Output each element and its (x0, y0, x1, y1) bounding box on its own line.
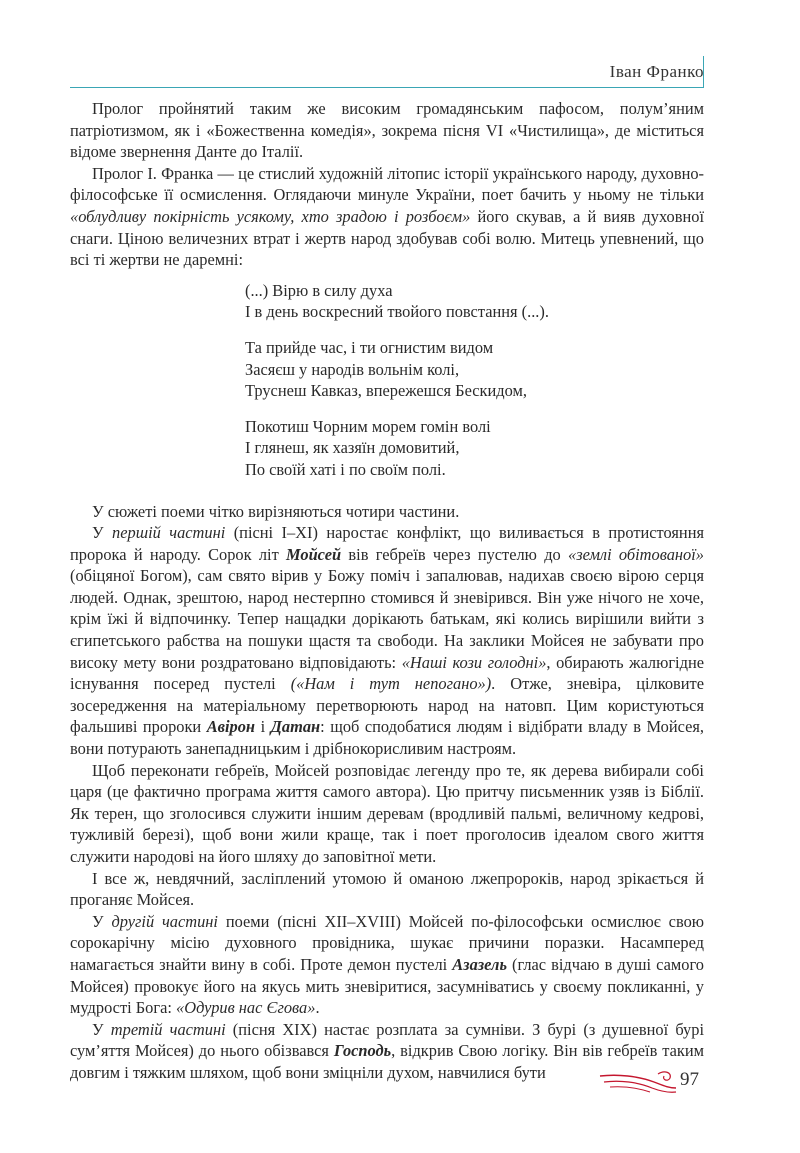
italic-quote: «землі обітованої» (568, 544, 704, 564)
character-name: Господь (333, 1041, 392, 1061)
paragraph-5: Щоб переконати гебреїв, Мойсей розповідає легенду про те, як дерева вибирали собі царя (це фактично програма життя самого автора). Цю притчу письменник узяв із Біблії. Як терен, що зголосився служити іншим деревам (вродливій пальмі, величному кедрові, тужливій березі), щоб вони жили краще, так і поет проголосив ідеалом свого життя служити народові на його шляху до заповітної мети. (70, 760, 704, 866)
italic-quote: «облудливу покірність усякому, хто зрадою і розбоєм» (70, 206, 471, 226)
poem-line: Покотиш Чорним морем гомін волі (245, 416, 491, 436)
text-run: : щоб сподобатися людям і відібрати владу в Мойсея, вони потурають занепадницьким і дрібнокорисливим настроям. (70, 717, 704, 759)
page-body (70, 98, 704, 1084)
poem-line: Та прийде час, і ти огнистим видом (245, 337, 494, 357)
italic-quote: («Нам і тут непогано») (290, 674, 492, 694)
text-run: його скував, а й вияв духовної снаги. Ціною величезних втрат і жертв народ здобував собі волю. Митець упевнений, що всі ті жертви не даремні: (70, 206, 704, 270)
poem-stanza-2 (245, 337, 704, 402)
text-run: . (315, 998, 320, 1018)
header-rule (70, 87, 704, 88)
paragraph-1: Пролог пройнятий таким же високим громадянським пафосом, полум’яним патріотизмом, як і «Божественна комедія», зокрема пісня VI «Чистилища», де міститься відоме звернення Данте до Італії. (70, 99, 704, 162)
italic-quote: «Наші кози голодні» (401, 652, 547, 672)
text-run: (обіцяної Богом), сам свято вірив у Божу поміч і запалював, надихав своєю вірою серця людей. Однак, зрештою, народ нестерпно стомився й зневірився. Він уже нічого не хоче, крім їжі й відпочинку. Тепер нащадки дорікають батькам, які колись вирішили вийти з єгипетського рабства на пошуки щастя та свободи. На заклики Мойсея не забувати про високу мету вони роздратовано відповідають: (70, 566, 704, 672)
text-run: . Отже, зневіра, цілковите зосередження на матеріальному перетворюють народ на натовп. Цим користуються фальшиві пророки (70, 674, 704, 737)
paragraph-7 (70, 911, 704, 1019)
poem-line: (...) Вірю в силу духа (245, 280, 393, 300)
text-run: (пісня XIX) настає розплата за сумніви. З бурі (з душевної бурі сум’яття Мойсея) до нього обізвався (70, 1019, 704, 1061)
italic-term: другій частині (111, 911, 218, 931)
poem-line: І глянеш, як хазяїн домовитий, (245, 438, 460, 458)
page-header (0, 0, 800, 88)
flourish-ornament-icon (598, 1066, 678, 1096)
poem-excerpt (70, 280, 704, 481)
page-number: 97 (680, 1069, 699, 1090)
text-run: У (92, 523, 113, 543)
paragraph-4 (70, 522, 704, 760)
paragraph-3: У сюжеті поеми чітко вирізняються чотири частини. (92, 501, 460, 521)
italic-term: першій частині (112, 523, 226, 543)
paragraph-6: І все ж, невдячний, засліплений утомою й оманою лжепророків, народ зрікається й проганяє Мойсея. (70, 868, 704, 910)
character-name: Мойсей (286, 544, 342, 564)
character-name: Датан (270, 717, 321, 737)
text-run: У (92, 911, 112, 931)
poem-line: По своїй хаті і по своїм полі. (245, 459, 446, 479)
text-run: , відкрив Свою логіку. Він вів гебреїв таким довгим і тяжким шляхом, щоб вони зміцніли духом, навчилися бути (70, 1041, 704, 1082)
running-head-author: Іван Франко (609, 62, 704, 81)
poem-line: Труснеш Кавказ, впережешся Бескидом, (245, 381, 527, 401)
text-run: (глас відчаю в душі самого Мойсея) провокує його на якусь мить зневіритися, засумніватись у своєму покликанні, у мудрості Бога: (70, 954, 704, 1018)
italic-quote: «Одурив нас Єгова» (176, 998, 316, 1018)
poem-stanza-1 (245, 280, 704, 323)
text-run: , обирають жалюгідне існування посеред пустелі (70, 652, 704, 694)
character-name: Азазель (452, 954, 507, 974)
text-run: і (255, 717, 271, 737)
text-run: У (92, 1019, 111, 1039)
character-name: Авірон (206, 717, 256, 737)
text-run: Пролог І. Франка — це стислий художній літопис історії українського народу, духовно-філософське її осмислення. Оглядаючи минуле України, поет бачить у ньому не тільки (70, 163, 704, 205)
poem-line: Засяєш у народів вольнім колі, (245, 359, 460, 379)
text-run: поеми (пісні XII–XVIII) Мойсей по-філософськи осмислює свою сорокарічну місію духовного провідника, шукає причини поразки. Насамперед намагається знайти вину в собі. Проте демон пустелі (70, 911, 705, 974)
poem-stanza-3 (245, 416, 704, 481)
text-run: вів гебреїв через пустелю до (341, 544, 569, 564)
italic-term: третій частині (110, 1019, 226, 1039)
text-run: (пісні I–XI) наростає конфлікт, що виливається в протистояння пророка й народу. Сорок літ (70, 523, 705, 564)
paragraph-2 (70, 163, 704, 271)
poem-line: І в день воскресний твойого повстання (...). (245, 302, 549, 322)
